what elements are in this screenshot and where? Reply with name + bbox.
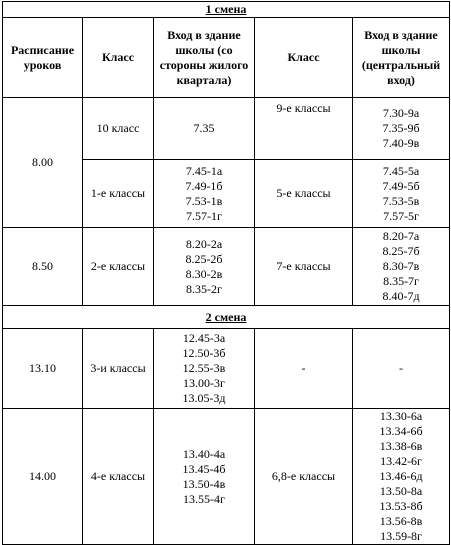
entry-time: 7.53-1в bbox=[185, 193, 223, 208]
entry-time: 7.49-5б bbox=[382, 178, 420, 193]
entry-time: 8.35-7г bbox=[383, 274, 419, 288]
entry-time: 13.53-8б bbox=[379, 499, 423, 513]
shift-1-title: 1 смена bbox=[3, 2, 450, 18]
entry-time: 13.50-4в bbox=[182, 476, 226, 491]
entry-time: 7.35-9б bbox=[382, 121, 420, 135]
entry-list bbox=[353, 228, 450, 306]
shift-2-title: 2 смена bbox=[3, 306, 450, 329]
class-cell: - bbox=[255, 329, 353, 409]
header-entry-central: Вход в здание школы (центральный вход) bbox=[353, 18, 450, 98]
entry-time: 13.46-6д bbox=[379, 469, 423, 483]
entry-list bbox=[353, 160, 450, 228]
class-cell: 2-е классы bbox=[83, 228, 154, 306]
entry-cell: - bbox=[353, 329, 450, 409]
entry-time: 13.00-3г bbox=[183, 376, 225, 390]
entry-time: 12.55-3в bbox=[182, 361, 226, 375]
entry-time: 8.25-2б bbox=[185, 251, 223, 266]
entry-time: 8.30-7в bbox=[382, 259, 420, 273]
entry-time: 13.05-3д bbox=[182, 391, 226, 405]
entry-list bbox=[154, 160, 255, 228]
entry-time: 7.57-5г bbox=[383, 208, 419, 223]
entry-list bbox=[154, 329, 255, 409]
entry-time: 8.40-7д bbox=[382, 289, 420, 303]
entry-time: 12.45-3а bbox=[182, 331, 226, 345]
entry-time: 8.35-2г bbox=[186, 281, 222, 296]
class-cell: 10 класс bbox=[83, 98, 154, 160]
header-class-1: Класс bbox=[83, 18, 154, 98]
class-cell: 9-е классы bbox=[255, 98, 353, 160]
time-cell: 8.50 bbox=[3, 228, 83, 306]
class-cell: 5-е классы bbox=[255, 160, 353, 228]
entry-time: 13.30-6а bbox=[379, 409, 423, 423]
header-schedule: Расписание уроков bbox=[3, 18, 83, 98]
class-cell: 7-е классы bbox=[255, 228, 353, 306]
entry-time: 7.49-1б bbox=[185, 178, 223, 193]
header-entry-residential: Вход в здание школы (со стороны жилого квартала) bbox=[154, 18, 255, 98]
entry-time: 7.40-9в bbox=[382, 136, 420, 150]
schedule-table bbox=[2, 1, 450, 545]
entry-time: 7.53-5в bbox=[382, 193, 420, 208]
entry-time: 13.42-6г bbox=[380, 454, 422, 468]
entry-time: 7.45-5а bbox=[382, 163, 420, 178]
time-cell: 8.00 bbox=[3, 98, 83, 228]
entry-time: 13.45-4б bbox=[182, 461, 226, 476]
entry-time: 7.45-1а bbox=[185, 163, 223, 178]
entry-time: 12.50-3б bbox=[182, 346, 226, 360]
class-cell: 4-е классы bbox=[83, 409, 154, 545]
class-cell: 1-е классы bbox=[83, 160, 154, 228]
entry-list bbox=[353, 98, 450, 160]
entry-time: 13.56-8в bbox=[379, 514, 423, 528]
entry-list bbox=[154, 409, 255, 545]
entry-list bbox=[154, 228, 255, 306]
entry-time: 8.20-7а bbox=[382, 229, 420, 243]
entry-time: 13.55-4г bbox=[183, 491, 225, 506]
entry-time: 7.30-9а bbox=[382, 106, 420, 120]
entry-cell: 7.35 bbox=[154, 98, 255, 160]
entry-time: 8.20-2а bbox=[185, 236, 223, 251]
time-cell: 13.10 bbox=[3, 329, 83, 409]
entry-time: 8.25-7б bbox=[382, 244, 420, 258]
class-cell: 3-и классы bbox=[83, 329, 154, 409]
time-cell: 14.00 bbox=[3, 409, 83, 545]
entry-time: 13.50-8а bbox=[379, 484, 423, 498]
class-cell: 6,8-е классы bbox=[255, 409, 353, 545]
entry-time: 7.57-1г bbox=[186, 208, 222, 223]
header-class-2: Класс bbox=[255, 18, 353, 98]
entry-list bbox=[353, 409, 450, 545]
entry-time: 13.34-6б bbox=[379, 424, 423, 438]
entry-time: 13.59-8г bbox=[380, 529, 422, 543]
entry-time: 13.38-6в bbox=[379, 439, 423, 453]
entry-time: 8.30-2в bbox=[185, 266, 223, 281]
entry-time: 13.40-4а bbox=[182, 446, 226, 461]
